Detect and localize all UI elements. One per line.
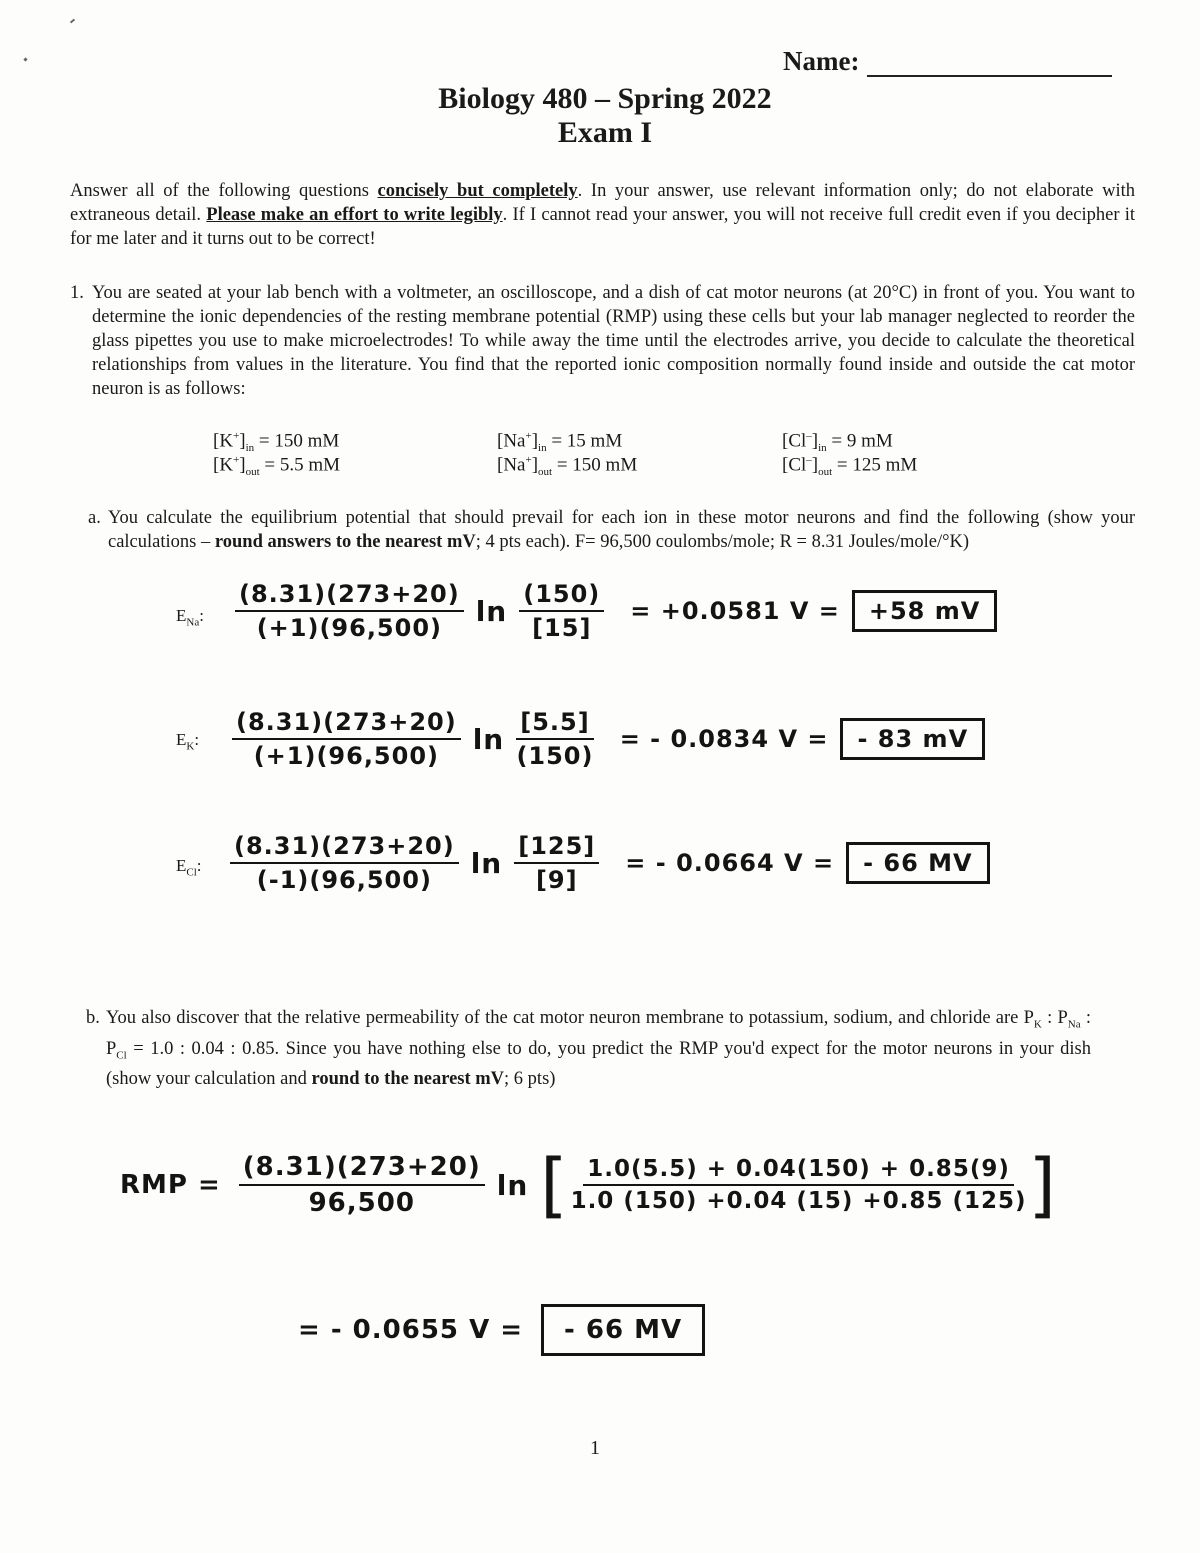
scan-speck	[23, 57, 27, 61]
part-a-label: a.	[88, 508, 101, 528]
conc-cl-out: $[Cl^-]_{out} = 125$ mM	[782, 454, 918, 479]
conc-k-out: $[K^+]_{out} = 5.5$ mM	[213, 454, 341, 479]
question-1-text: You are seated at your lab bench with a voltmeter, an oscilloscope, and a dish of cat motor neurons (at 20°C) in front of you. You want to determine the ionic dependencies of the resting membrane potential (RMP) using these cells but your lab manager neglected to reorder the glass pipettes you use to make microelectrodes! To while away the time until the electrodes arrive, you decide to calculate the theoretical relationships from values in the literature. You find that the reported ionic composition normally found inside and outside the cat motor neuron is as follows:	[92, 283, 1135, 399]
conc-na-in: $[Na^+]_{in} = 15$ mM	[497, 430, 623, 455]
ek-equation	[232, 708, 985, 770]
part-b-label: b.	[86, 1008, 100, 1028]
part-a-text: You calculate the equilibrium potential that should prevail for each ion in these motor neurons and find the following (show your calculations – round answers to the nearest mV; 4 pts each). F= 96,500 coulombs/mole; R = 8.31 Joules/mole/°K)	[108, 508, 1135, 552]
instructions	[70, 179, 1135, 251]
name-blank-line	[867, 47, 1112, 77]
instructions-text: . In your answer, use relevant information only; do not elaborate with extraneous detail.	[70, 181, 1136, 225]
ena-equation	[235, 580, 997, 642]
conc-k-in: $[K^+]_{in} = 150$ mM	[213, 430, 340, 455]
rmp-equation	[120, 1144, 1057, 1226]
ek-decimal-result: = - 0.0834 V =	[619, 725, 829, 753]
rmp-ghk-fraction: $\frac{1.0(5.5) + 0.04(150) + 0.85(9)}{1.0 (150) +0.04 (15) +0.85 (125)}$	[570, 1156, 1027, 1214]
ecl-label: $E_{Cl}$:	[176, 856, 202, 879]
name-label: Name:	[783, 46, 860, 76]
ek-constant-fraction: $\frac{(8.31)(273+20)}{(+1)(96,500)}$	[232, 708, 461, 770]
rmp-result	[298, 1304, 705, 1356]
part-b-text: You also discover that the relative permeability of the cat motor neuron membrane to potassium, sodium, and chloride are $P_K$ : $P_{Na}$ : $P_{Cl} = 1.0$ : 0.04 : 0.85. Since you have nothing else to do, you predict the RMP you'd expect for the motor neurons in your dish (show your calculation and round to the nearest mV; 6 pts)	[106, 1008, 1092, 1090]
conc-na-out: $[Na^+]_{out} = 150$ mM	[497, 454, 638, 479]
ena-ratio-fraction: $\frac{(150)}{[15]}$	[519, 580, 604, 642]
ln-symbol: ln	[472, 722, 505, 756]
ena-label: $E_{Na}$:	[176, 606, 204, 629]
question-1-number: 1.	[70, 283, 84, 303]
ena-boxed-answer: +58 mV	[852, 590, 997, 632]
ecl-decimal-result: = - 0.0664 V =	[625, 849, 835, 877]
rmp-label: RMP =	[120, 1170, 221, 1200]
exam-title: Exam I	[557, 116, 653, 149]
ena-constant-fraction: $\frac{(8.31)(273+20)}{(+1)(96,500)}$	[235, 580, 464, 642]
scan-speck	[70, 19, 75, 24]
rmp-decimal-result: = - 0.0655 V =	[298, 1315, 524, 1345]
instructions-emphasis: concisely but completely	[377, 181, 578, 201]
ecl-boxed-answer: - 66 MV	[846, 842, 990, 884]
ek-label: $E_K$:	[176, 730, 200, 753]
instructions-text: . If I cannot read your answer, you will not receive full credit even if you decipher it for me later and it turns out to be correct!	[70, 205, 1135, 249]
ln-symbol: ln	[470, 846, 503, 880]
rmp-boxed-answer: - 66 MV	[541, 1304, 705, 1356]
ln-symbol: ln	[496, 1168, 529, 1202]
ek-boxed-answer: - 83 mV	[840, 718, 985, 760]
ecl-equation	[230, 832, 990, 894]
left-bracket: [	[540, 1144, 569, 1226]
right-bracket: ]	[1028, 1144, 1057, 1226]
page-number: 1	[590, 1437, 600, 1459]
instructions-emphasis: Please make an effort to write legibly	[206, 205, 503, 225]
ek-ratio-fraction: $\frac{[5.5]}{(150)}$	[516, 708, 594, 770]
ecl-ratio-fraction: $\frac{[125]}{[9]}$	[514, 832, 599, 894]
ena-decimal-result: = +0.0581 V =	[630, 597, 840, 625]
rmp-constant-fraction: $\frac{(8.31)(273+20)}{96,500}$	[239, 1152, 485, 1218]
instructions-text: Answer all of the following questions	[70, 181, 378, 201]
name-field	[783, 46, 1112, 77]
ecl-constant-fraction: $\frac{(8.31)(273+20)}{(-1)(96,500)}$	[230, 832, 459, 894]
conc-cl-in: $[Cl^-]_{in} = 9$ mM	[782, 430, 893, 455]
ln-symbol: ln	[475, 594, 508, 628]
course-title: Biology 480 – Spring 2022	[438, 82, 772, 115]
